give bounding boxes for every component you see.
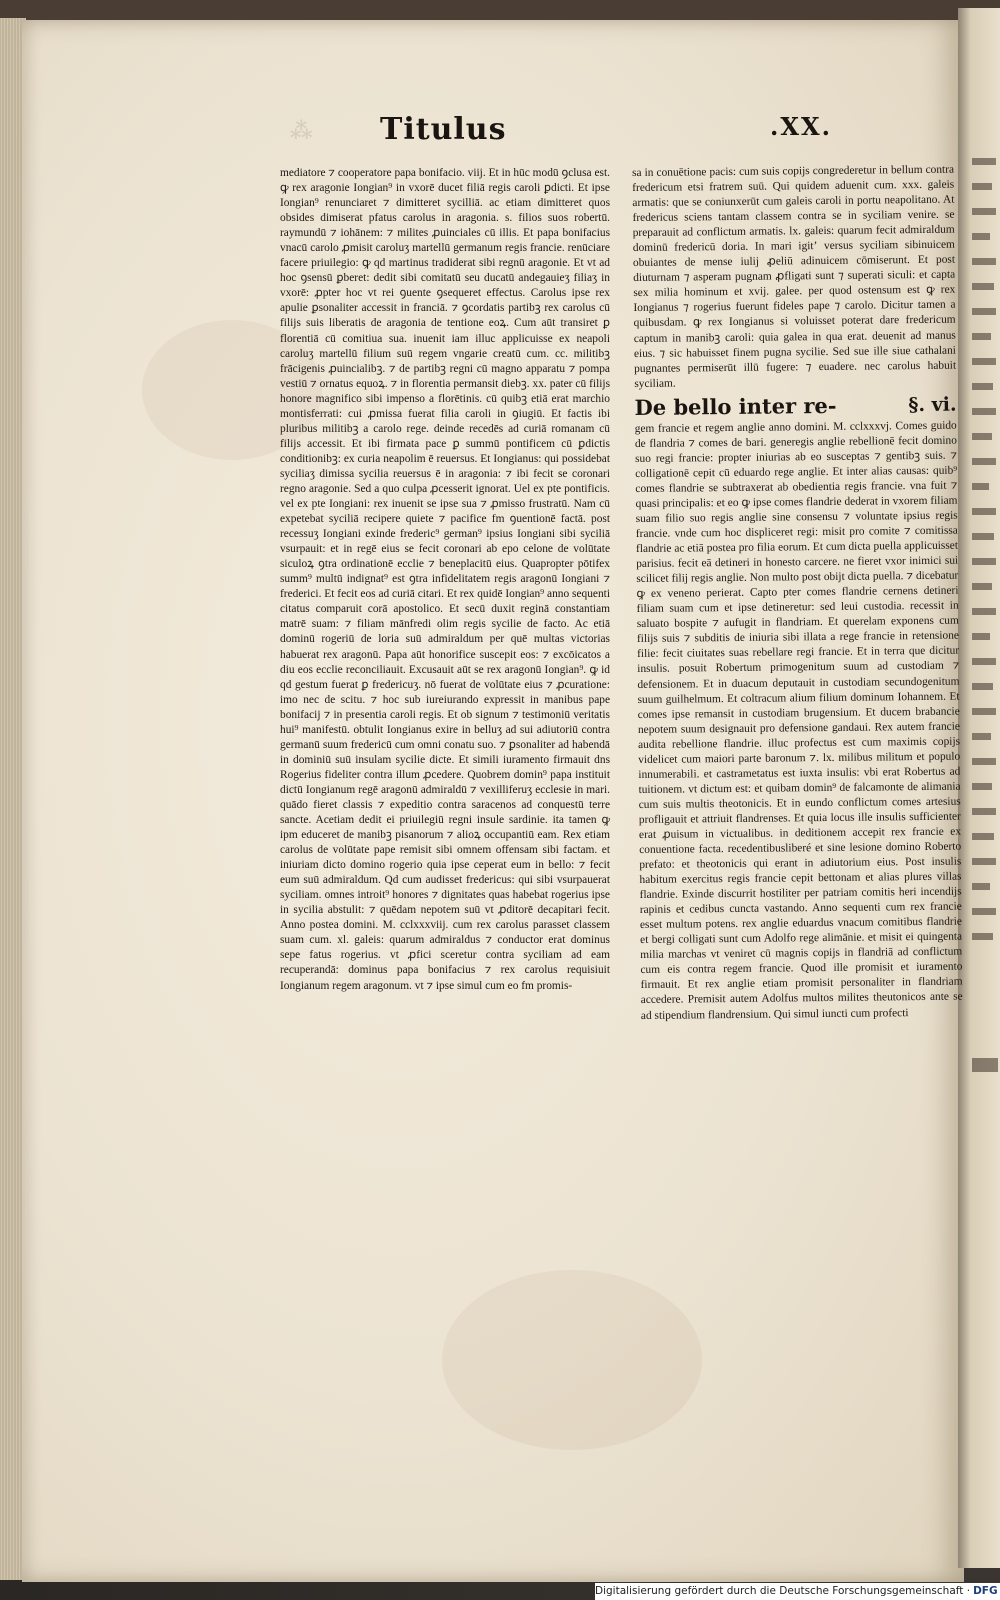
facing-page-text bbox=[972, 283, 994, 290]
section-number: §. vi. bbox=[908, 393, 957, 416]
section-heading bbox=[634, 391, 956, 420]
facing-page-text bbox=[972, 533, 994, 540]
facing-page-text bbox=[972, 408, 996, 415]
facing-page-text bbox=[972, 383, 993, 390]
section-heading-title: De bello inter re- bbox=[634, 392, 837, 420]
text-column-right bbox=[632, 163, 963, 1024]
facing-page-text bbox=[972, 858, 996, 865]
facing-page-text bbox=[972, 783, 992, 790]
facing-page-text bbox=[972, 933, 993, 940]
facing-page-text bbox=[972, 483, 989, 490]
book-top-edge bbox=[0, 0, 1000, 20]
text-column-left bbox=[280, 166, 610, 994]
running-head-left: Titulus bbox=[380, 112, 507, 147]
column-paragraph: mediatore ⁊ cooperatore papa bonifacio. viij. Et in hūc modū ꝯclusa est. ꝙ rex aragonie Iongian⁹ in vxorē ducet filiā regis caroli ꝑdicti. Et ipse Iongian⁹ renunciaret ⁊ dimitteret sycilliā. ac etiam dimitteret quos obsides dimiserat pfatus carolus in aragonia. s. filios suos robertū. raymundū ⁊ iohānem: ⁊ milites ꝓuinciales cū illis. Et papa bonifacius vnacū carolo ꝓmisit caroluʒ martellū germanum regis francie. renūciare facere priuilegio: ꝙ qd martinus tradiderat sibi regnū aragonie. Et vt ad hoc ꝯsensū ꝑberet: dedit sibi comitatū seu ducatū andegauieʒ filiaʒ in vxorē: ꝓpter hoc vt rei ꝯuente ꝯsequeret effectus. Carolus ipse rex apulie ꝑsonaliter accessit in franciā. ⁊ ꝯcordatis partibꝫ rex carolus cū filijs suis liberatis de aragonia de tentione eoꝝ. Cum aūt transiret ꝑ florentiā cū comitiua sua. inuenit iam illuc applicuisse ex neapoli caroluʒ martellū filium suū regem vngarie creatū cum. cc. militibꝫ frācigenis ꝓuincialibꝫ. ⁊ de partibꝫ regni cū magno apparatu ⁊ pompa vestiū ⁊ ornatus equoꝝ. ⁊ in florentia permansit diebꝫ. xx. pater cū filijs honore magnifico sibi impenso a florētinis. cū quibꝫ etiā erat marchio montisferrati: cui ꝓmissa fuerat filia caroli in ꝯiugiū. Et factis ibi pluribus militibꝫ a carolo rege. deinde recedēs ad curiā romanam cū filijs accessit. Et ibi firmata pace ꝑ summū pontificem cū ꝑdictis conditionibꝫ: ex curia neapolim ē reuersus. Et Iongianus: qui possidebat syciliaʒ dimissa sycilia reuersus ē in aragonia: ⁊ ibi fecit se coronari regno aragonie. Sed a quo culpa ꝓcesserit ignorat. Uel ex pte pontificis. vel ex pte Iongiani: rex inuenit se ipse sua ⁊ ꝓmisso frustratū. Nam cū expetebat syciliā recipere quiete ⁊ pacifice fm ꝯuentionē factā. post recessuʒ Iongiani exinde frederic⁹ german⁹ ipsius Iongiani sibi syciliā vsurpauit: et in regē eius se fecit coronari ab epo celone de volūtate siculoꝝ ꝯtra ordinationē ecclie ⁊ beneplacitū eius. Quapropter pōtifex summ⁹ multū indignat⁹ est ꝯtra infidelitatem regis aragonū Iongiani ⁊ frederici. Et fecit eos ad curiā citari. Et rex quidē Iongian⁹ anno sequenti citatus comparuit corā apostolico. Et secū duxit reginā constantiam matrē suam: ⁊ filiam mānfredi olim regis sycilie de facto. Ac etiā dominū rogeriū de loria suū admiraldum per quē multas victorias habuerat rex aragonū. Papa aūt honorifice suscepit eos: ⁊ excōicatos a diu eos ecclie reconciliauit. Excusauit aūt se rex aragonū Iongian⁹. ꝙ id qd gestum fuerat ꝑ fredericuʒ. nō fuerat de volūtate eius ⁊ ꝓcuratione: imo nec de scitu. ⁊ hoc sub iureiurando expressit in manibus pape bonifacij ⁊ in presentia caroli regis. Et ob signum ⁊ testimoniū veritatis hui⁹ manifestū. obtulit Iongianus exire in belluʒ ad sui adiutoriū contra germanū suum fredericū cum omni conatu suo. ⁊ ꝑsonaliter ad habendā in dominiū suū insulam sycilie dicte. Et simili iuramento firmauit dns Rogerius fideliter contra illum ꝓcedere. Quobrem domin⁹ papa instituit dictū Iongianum regē aragonū admiraldū ⁊ vexilliferuʒ ecclesie in mari. quādo fieret classis ⁊ expeditio contra saracenos ad conquestū terre sancte. Acetiam dedit ei priuilegiū regni insule sardinie. ita tamen ꝙ ipm educeret de manibꝫ pisanorum ⁊ alioꝝ occupantiū eam. Rex etiam carolus de volūtate pape remisit sibi omnem offensam sibi factam. et iniuriam dicto domino rogerio quia ipse ceperat eum in bello: ⁊ fecit eum suū admiraldum. Qd cum audisset fredericus: qui sibi vsurpauerat syciliam. omnes introit⁹ honores ⁊ dignitates quas habebat rogerius ipse in sycilia abstulit: ⁊ quēdam nepotem suū vt ꝓditorē decapitari fecit. Anno postea domini. M. cclxxxviij. cum rex carolus parasset classem suam cum. xl. galeis: quarum admiraldus ⁊ conductor erat dominus sepe fatus rogerius. vt ꝓfici sceretur contra syciliam ad eam recuperandā: dominus papa bonifacius ⁊ rex carolus requisiuit Iongianum regem aragonum. vt ⁊ ipse simul cum eo fm promis- bbox=[280, 167, 610, 992]
facing-page-text bbox=[972, 458, 996, 465]
facing-page-text bbox=[972, 183, 992, 190]
facing-page-text bbox=[972, 208, 996, 215]
column-paragraph: sa in conuētione pacis: cum suis copijs congrederetur in bellum contra fredericum etsi fratrem suū. Qui quidem aduenit cum. xxx. galeis armatis: que se coniunxerūt cum galeis caroli in portu neapolitano. At fredericus sciens tantam classem contra se in syciliam venire. se preparauit ad conflictum armatis. lx. galeis: quarum fecit admiraldum dominū fredericū doria. In mari igitʼ versus syciliam sibinuicem obuiantes de mense iulij ꝓeliū adinuicem cōmiserunt. Et post diuturnam ⁊ asperam pugnam ꝓfligati sunt ⁊ superati siculi: et capta sex milia hominum et xvij. galee. per quod ostensum est ꝙ rex Iongianus ⁊ rogerius fuerunt fideles pape ⁊ carolo. Dicitur tamen a quibusdam. ꝙ rex Iongianus si voluisset poterat dare fredericum captum in manibꝫ caroli: quia galea in qua erat. deuenit ad manus eius. ⁊ sic habuisset finem pugna sycilie. Sed sue ille siue cathalani pugnantes permiserūt illū fugere: ⁊ euadere. nec carolus habuit syciliam. bbox=[632, 163, 957, 390]
facing-page-text bbox=[972, 433, 992, 440]
facing-page-text bbox=[972, 633, 990, 640]
facing-page-initial bbox=[972, 1058, 998, 1072]
facing-page-text bbox=[972, 158, 996, 165]
facing-page-text bbox=[972, 583, 992, 590]
facing-page-edge bbox=[958, 8, 1000, 1568]
facing-page-text bbox=[972, 358, 996, 365]
credit-text: Digitalisierung gefördert durch die Deutsche Forschungsgemeinschaft · bbox=[595, 1585, 971, 1597]
facing-page-text bbox=[972, 508, 996, 515]
facing-page-text bbox=[972, 708, 996, 715]
column-paragraph: gem francie et regem anglie anno domini. M. cclxxxvj. Comes guido de flandria ⁊ comes de bari. generegis anglie rebellionē fecit domino suo regi francie: propter iniurias ab eo susceptas ⁊ gentibꝫ suis. ⁊ colligationē cepit cū eduardo rege anglie. Et inter alias causas: quib⁹ comes flandrie se subtraxerat ab obedientia regis francie. vna fuit ⁊ quasi principalis: et eo ꝙ ipse comes flandrie dederat in vxorem filiam suam filio suo regis anglie sine consensu ⁊ voluntate ipsius regis francie. vnde cum hoc displiceret regi: misit pro comite ⁊ comitissa flandrie ac etiā postea pro filia eorum. Et cum dicta puella applicuisset parisius. fecit eā detineri in honesto carcere. ne fieret vxor inimici sui scilicet filij regis anglie. Non multo post obijt dicta puella. ⁊ dicebatur ꝙ ex veneno perierat. Capto pter comes flandrie cernens detineri filiam suam cum et ipse detineretur: sed leui custodia. recessit in saluato bospite ⁊ aufugit in flandriam. Et querelam exponens cum filijs suis ⁊ subditis de iniuria sibi illata a rege francie in retensione filie: fecit ciuitates suas rebellare regi francie. Et in terra que dicitur insulis. posuit Robertum primogenitum suum ad custodiam ⁊ defensionem. Et in duacum deputauit in custodiam secundogenitum suum guilhelmum. Et coltracum alium filium dominum Iohannem. Et comes ipse remansit in custodiam brugensium. Et ducem brabancie nepotem suum designauit pro defensione gandaui. Rex autem francie audita rebellione flandrie. illuc profectus est cum maximis copijs videlicet cum maiori parte baronum ⁊. lx. milibus militum et populo innumerabili. et castrametatus est iuxta insulis: vbi erat Robertus ad tuitionem. vt dictum est: et quibam domin⁹ de falcamonte de alimania cum suis multis theotonicis. Et in eundo conflictum comes artesius profligauit et attriuit flandrenses. Et quia locus ille insulis sufficienter erat ꝓuisum in victualibus. in deditionem accepit rex francie ex conuentione facta. recedentibusliberé et sine lesione domino Roberto prefato: et theotonicis qui erant in adiutorium eius. Post insulis habitum exercitus regis francie cepit bettonam et alias plures villas flandrie. Exinde discurrit hostiliter per patriam comitis heri incendijs rapinis et cedibus cuncta vastando. Anno sequenti cum rex francie esset multum potens. rex anglie eduardus vnacum comitibus flandrie et bergi colligati sunt cum Adolfo rege alimānie. et misit ei quingenta milia marchas vt veniret cū magnis copijs in flandriā ad conflictum cum eis contra regem francie. Quod ille promisit et iuramento firmauit. Et rex anglie etiam promisit personaliter in flandriam accedere. Premisit autem Adolfus multos milites theutonicos ante se ad stipendium flandrensium. Qui simul iuncti cum profecti bbox=[634, 419, 963, 1022]
facing-page-text bbox=[972, 733, 991, 740]
show-through-text: ⁂ bbox=[290, 118, 313, 144]
facing-page-text bbox=[972, 833, 994, 840]
facing-page-text bbox=[972, 683, 993, 690]
facing-page-text bbox=[972, 258, 996, 265]
facing-page-text bbox=[972, 658, 996, 665]
facing-page-text bbox=[972, 808, 996, 815]
facing-page-text bbox=[972, 908, 996, 915]
running-head-right: .XX. bbox=[770, 112, 832, 141]
facing-page-text bbox=[972, 233, 990, 240]
facing-page-text bbox=[972, 308, 996, 315]
facing-page-text bbox=[972, 608, 996, 615]
digitization-credit bbox=[595, 1583, 1000, 1600]
dfg-logo: DFG bbox=[973, 1585, 998, 1597]
facing-page-text bbox=[972, 333, 991, 340]
paper-stain bbox=[442, 1270, 702, 1450]
facing-page-text bbox=[972, 558, 996, 565]
facing-page-text bbox=[972, 758, 996, 765]
facing-page-text bbox=[972, 883, 990, 890]
